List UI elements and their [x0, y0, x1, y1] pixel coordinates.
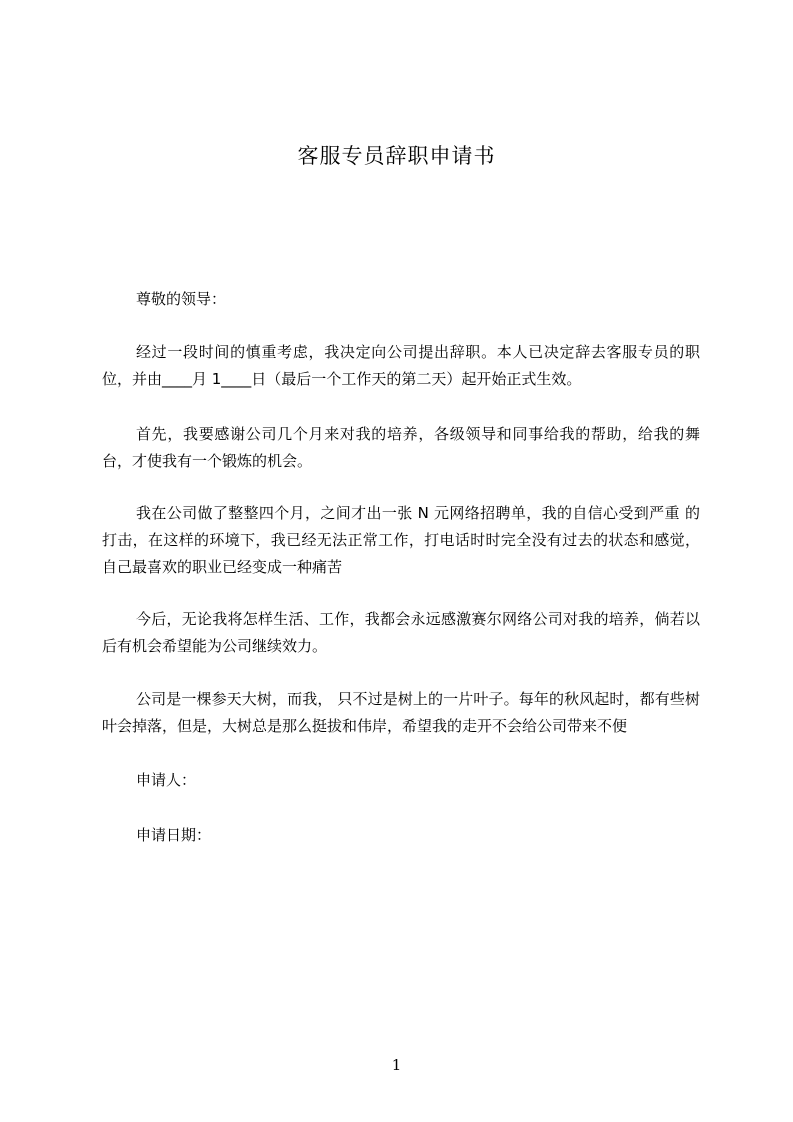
paragraph-reason: 我在公司做了整整四个月，之间才出一张 N 元网络招聘单，我的自信心受到严重 的打击，在这样的环境下，我已经无法正常工作，打电话时时完全没有过去的状态和感觉，自己最喜欢的职业已经变成一种痛苦	[102, 504, 700, 576]
paragraph-future: 今后，无论我将怎样生活、工作，我都会永远感激赛尔网络公司对我的培养，倘若以后有机会希望能为公司继续效力。	[102, 610, 700, 655]
application-date-label: 申请日期：	[136, 826, 212, 844]
paragraph-gratitude: 首先，我要感谢公司几个月来对我的培养，各级领导和同事给我的帮助，给我的舞台，才使我有一个锻炼的机会。	[102, 425, 700, 470]
applicant-label: 申请人：	[136, 771, 197, 789]
paragraph-closing: 公司是一棵参天大树，而我， 只不过是树上的一片叶子。每年的秋风起时，都有些树叶会掉落，但是，大树总是那么挺拔和伟岸，希望我的走开不会给公司带来不便	[102, 690, 700, 735]
page-number: 1	[391, 1056, 402, 1074]
salutation: 尊敬的领导：	[136, 290, 227, 308]
document-title: 客服专员辞职申请书	[297, 144, 496, 168]
paragraph-resignation-notice: 经过一段时间的慎重考虑，我决定向公司提出辞职。本人已决定辞去客服专员的职位，并由____月 1____日（最后一个工作天的第二天）起开始正式生效。	[102, 343, 700, 388]
